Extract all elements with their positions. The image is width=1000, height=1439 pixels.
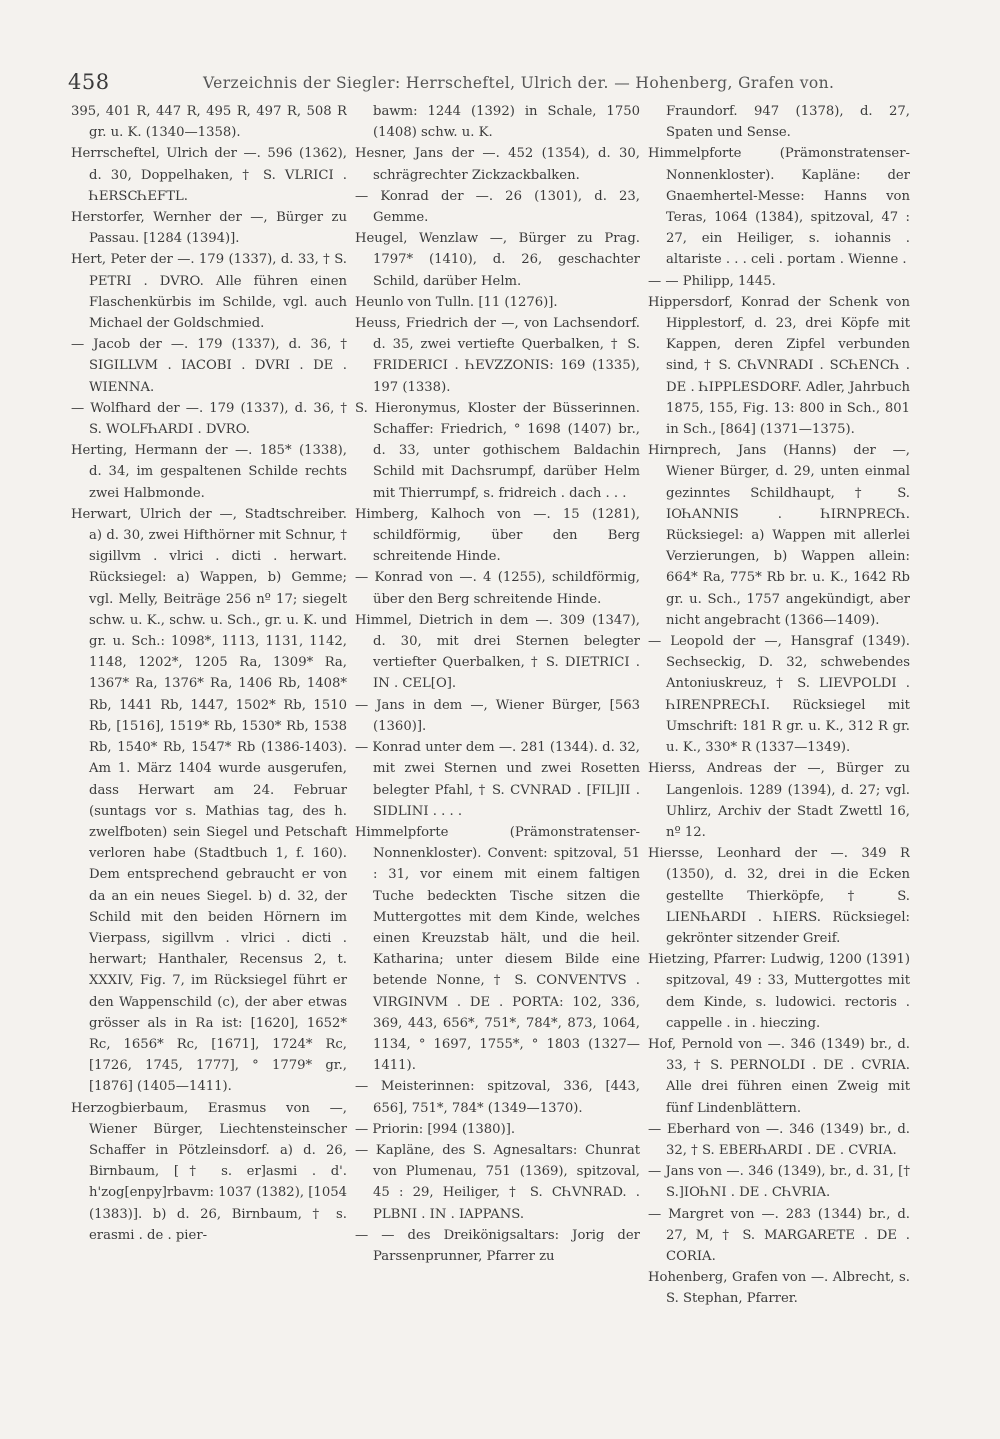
index-entry: Herting, Hermann der —. 185* (1338), d. 34, im gespaltenen Schilde rechts zwei Halbmonde. [71, 443, 347, 501]
index-entry: 395, 401 R, 447 R, 495 R, 497 R, 508 R gr. u. K. (1340—1358). [71, 104, 347, 141]
index-entry: Herzogbierbaum, Erasmus von —, Wiener Bürger, Liechtensteinscher Schaffer in Pötzleinsdorf. a) d. 26, Birnbaum, [† s. er]asmi . d'. h'zog[enpy]rbavm: 1037 (1382), [1054 (1383)]. b) d. 26, Birnbaum, † s. erasmi . de . pier- [71, 1100, 347, 1243]
index-entry: — Jans von —. 346 (1349), br., d. 31, [† S.]IOҺNI . DE . CҺVRIA. [648, 1164, 910, 1201]
column-1 [71, 101, 347, 1341]
index-entry: — Eberhard von —. 346 (1349) br., d. 32, † S. EBERҺARDI . DE . CVRIA. [648, 1121, 910, 1158]
index-entry: Hof, Pernold von —. 346 (1349) br., d. 33, † S. PERNOLDI . DE . CVRIA. Alle drei führen einen Zweig mit fünf Lindenblättern. [648, 1036, 910, 1116]
index-entry: Fraundorf. 947 (1378), d. 27, Spaten und Sense. [666, 104, 910, 141]
page-number: 458 [68, 70, 110, 94]
index-entry: — — Philipp, 1445. [648, 273, 776, 289]
column-2 [355, 101, 640, 1341]
index-entry: Heuss, Friedrich der —, von Lachsendorf. d. 35, zwei vertiefte Querbalken, † S. FRIDERICI . ҺEVZZONIS: 169 (1335), 197 (1338). [355, 316, 640, 395]
index-entry: bawm: 1244 (1392) in Schale, 1750 (1408) schw. u. K. [373, 104, 640, 141]
index-entry: — — des Dreikönigsaltars: Jorig der Parssenprunner, Pfarrer zu [355, 1227, 640, 1264]
index-entry: — Konrad unter dem —. 281 (1344). d. 32, mit zwei Sternen und zwei Rosetten belegter Pfahl, † S. CVNRAD . [FIL]II . SIDLINI . . . . [355, 740, 640, 819]
index-entry: Himberg, Kalhoch von —. 15 (1281), schildförmig, über den Berg schreitende Hinde. [355, 506, 640, 565]
index-entry: Himmel, Dietrich in dem —. 309 (1347), d. 30, mit drei Sternen belegter vertiefter Querbalken, † S. DIETRICI . IN . CEL[O]. [355, 612, 640, 692]
index-entry: — Wolfhard der —. 179 (1337), d. 36, † S. WOLFҺARDI . DVRO. [71, 400, 347, 438]
index-entry: — Jans in dem —, Wiener Bürger, [563 (1360)]. [355, 697, 640, 734]
index-entry: Hert, Peter der —. 179 (1337), d. 33, † S. PETRI . DVRO. Alle führen einen Flaschenkürbis im Schilde, vgl. auch Michael der Goldschmied. [71, 252, 347, 332]
index-entry: Hippersdorf, Konrad der Schenk von Hipplestorf, d. 23, drei Köpfe mit Kappen, deren Zipfel verbunden sind, † S. CҺVNRADI . SCҺENCҺ . DE . ҺIPPLESDORF. Adler, Jahrbuch 1875, 155, Fig. 13: 800 in Sch., 801 in Sch., [864] (1371—1375). [648, 294, 910, 438]
index-entry: Heugel, Wenzlaw —, Bürger zu Prag. 1797* (1410), d. 26, geschachter Schild, darüber Helm. [355, 231, 640, 289]
index-entry: — Kapläne, des S. Agnesaltars: Chunrat von Plumenau, 751 (1369), spitzoval, 45 : 29, Heiliger, † S. CҺVNRAD. . PLBNI . IN . IAPPANS. [355, 1142, 640, 1222]
index-entry: Hiersse, Leonhard der —. 349 R (1350), d. 32, drei in die Ecken gestellte Thierköpfe, † S. LIENҺARDI . ҺIERS. Rücksiegel: gekrönter sitzender Greif. [648, 846, 910, 946]
text-columns [61, 101, 910, 1341]
index-entry: Hietzing, Pfarrer: Ludwig, 1200 (1391) spitzoval, 49 : 33, Muttergottes mit dem Kinde, s. ludowici. rectoris . cappelle . in . hieczing. [648, 952, 910, 1031]
index-entry: — Meisterinnen: spitzoval, 336, [443, 656], 751*, 784* (1349—1370). [355, 1079, 640, 1116]
index-entry: Heunlo von Tulln. [11 (1276)]. [355, 294, 558, 310]
index-entry: — Konrad von —. 4 (1255), schildförmig, über den Berg schreitende Hinde. [355, 570, 640, 607]
running-head: Verzeichnis der Siegler: Herrscheftel, Ulrich der. — Hohenberg, Grafen von. [203, 74, 835, 92]
column-3 [648, 101, 910, 1341]
index-entry: Herrscheftel, Ulrich der —. 596 (1362), d. 30, Doppelhaken, † S. VLRICI . ҺERSCҺEFTL. [71, 146, 347, 204]
index-entry: Himmelpforte (Prämonstratenser-Nonnenkloster). Kapläne: der Gnaemhertel-Messe: Hanns von Teras, 1064 (1384), spitzoval, 47 : 27, ein Heiliger, s. iohannis . altariste . . . celi . portam . Wienne . [648, 146, 910, 268]
index-entry: — Priorin: [994 (1380)]. [355, 1121, 516, 1137]
index-entry: Hohenberg, Grafen von —. Albrecht, s. S. Stephan, Pfarrer. [648, 1270, 910, 1307]
index-entry: — Jacob der —. 179 (1337), d. 36, † SIGILLVM . IACOBI . DVRI . DE . WIENNA. [71, 337, 347, 395]
index-entry: S. Hieronymus, Kloster der Büsserinnen. Schaffer: Friedrich, ° 1698 (1407) br., d. 33, unter gothischem Baldachin Schild mit Dachsrumpf, darüber Helm mit Thierrumpf, s. fridreich . dach . . . [355, 400, 640, 501]
index-entry: — Leopold der —, Hansgraf (1349). Sechseckig, D. 32, schwebendes Antoniuskreuz, † S. LIEVPOLDI . ҺIRENPRECҺI. Rücksiegel mit Umschrift: 181 R gr. u. K., 312 R gr. u. K., 330* R (1337—1349). [648, 634, 910, 756]
index-entry: Hirnprech, Jans (Hanns) der —, Wiener Bürger, d. 29, unten einmal gezinntes Schildhaupt, † S. IOҺANNIS . ҺIRNPRECҺ. Rücksiegel: a) Wappen mit allerlei Verzierungen, b) Wappen allein: 664* Ra, 775* Rb br. u. K., 1642 Rb gr. u. Sch., 1757 angekündigt, aber nicht angebracht (1366—1409). [648, 443, 910, 628]
index-entry: Hesner, Jans der —. 452 (1354), d. 30, schrägrechter Zickzackbalken. [355, 146, 640, 183]
index-entry: — Margret von —. 283 (1344) br., d. 27, M, † S. MARGARETE . DE . CORIA. [648, 1206, 910, 1264]
index-entry: — Konrad der —. 26 (1301), d. 23, Gemme. [355, 188, 640, 226]
index-entry: Hierss, Andreas der —, Bürger zu Langenlois. 1289 (1394), d. 27; vgl. Uhlirz, Archiv der Stadt Zwettl 16, nº 12. [648, 761, 910, 840]
index-entry: Herstorfer, Wernher der —, Bürger zu Passau. [1284 (1394)]. [71, 210, 347, 247]
index-entry: Herwart, Ulrich der —, Stadtschreiber. a) d. 30, zwei Hifthörner mit Schnur, † sigillvm . vlrici . dicti . herwart. Rücksiegel: a) Wappen, b) Gemme; vgl. Melly, Beiträge 256 nº 17; siegelt schw. u. K., schw. u. Sch., gr. u. K. und gr. u. Sch.: 1098*, 1113, 1131, 1142, 1148, 1202*, 1205 Ra, 1309* Ra, 1367* Ra, 1376* Ra, 1406 Rb, 1408* Rb, 1441 Rb, 1447, 1502* Rb, 1510 Rb, [1516], 1519* Rb, 1530* Rb, 1538 Rb, 1540* Rb, 1547* Rb (1386-1403). Am 1. März 1404 wurde ausgerufen, dass Herwart am 24. Februar (suntags vor s. Mathias tag, des h. zwelfboten) sein Siegel und Petschaft verloren habe (Stadtbuch 1, f. 160). Dem entsprechend gebraucht er von da an ein neues Siegel. b) d. 32, der Schild mit den beiden Hörnern im Vierpass, sigillvm . vlrici . dicti . herwart; Hanthaler, Recensus 2, t. XXXIV, Fig. 7, im Rücksiegel führt er den Wappenschild (c), der aber etwas grösser als in Ra ist: [1620], 1652* Rc, 1656* Rc, [1671], 1724* Rc, [1726, 1745, 1777], ° 1779* gr., [1876] (1405—1411). [71, 506, 347, 1095]
index-entry: Himmelpforte (Prämonstratenser-Nonnenkloster). Convent: spitzoval, 51 : 31, vor einem mit einem faltigen Tuche bedeckten Tische sitzen die Muttergottes mit dem Kinde, welches einen Kreuzstab hält, und die heil. Katharina; unter diesem Bilde eine betende Nonne, † S. CONVENTVS . VIRGINVM . DE . PORTA: 102, 336, 369, 443, 656*, 751*, 784*, 873, 1064, 1134, ° 1697, 1755*, ° 1803 (1327—1411). [355, 824, 640, 1074]
